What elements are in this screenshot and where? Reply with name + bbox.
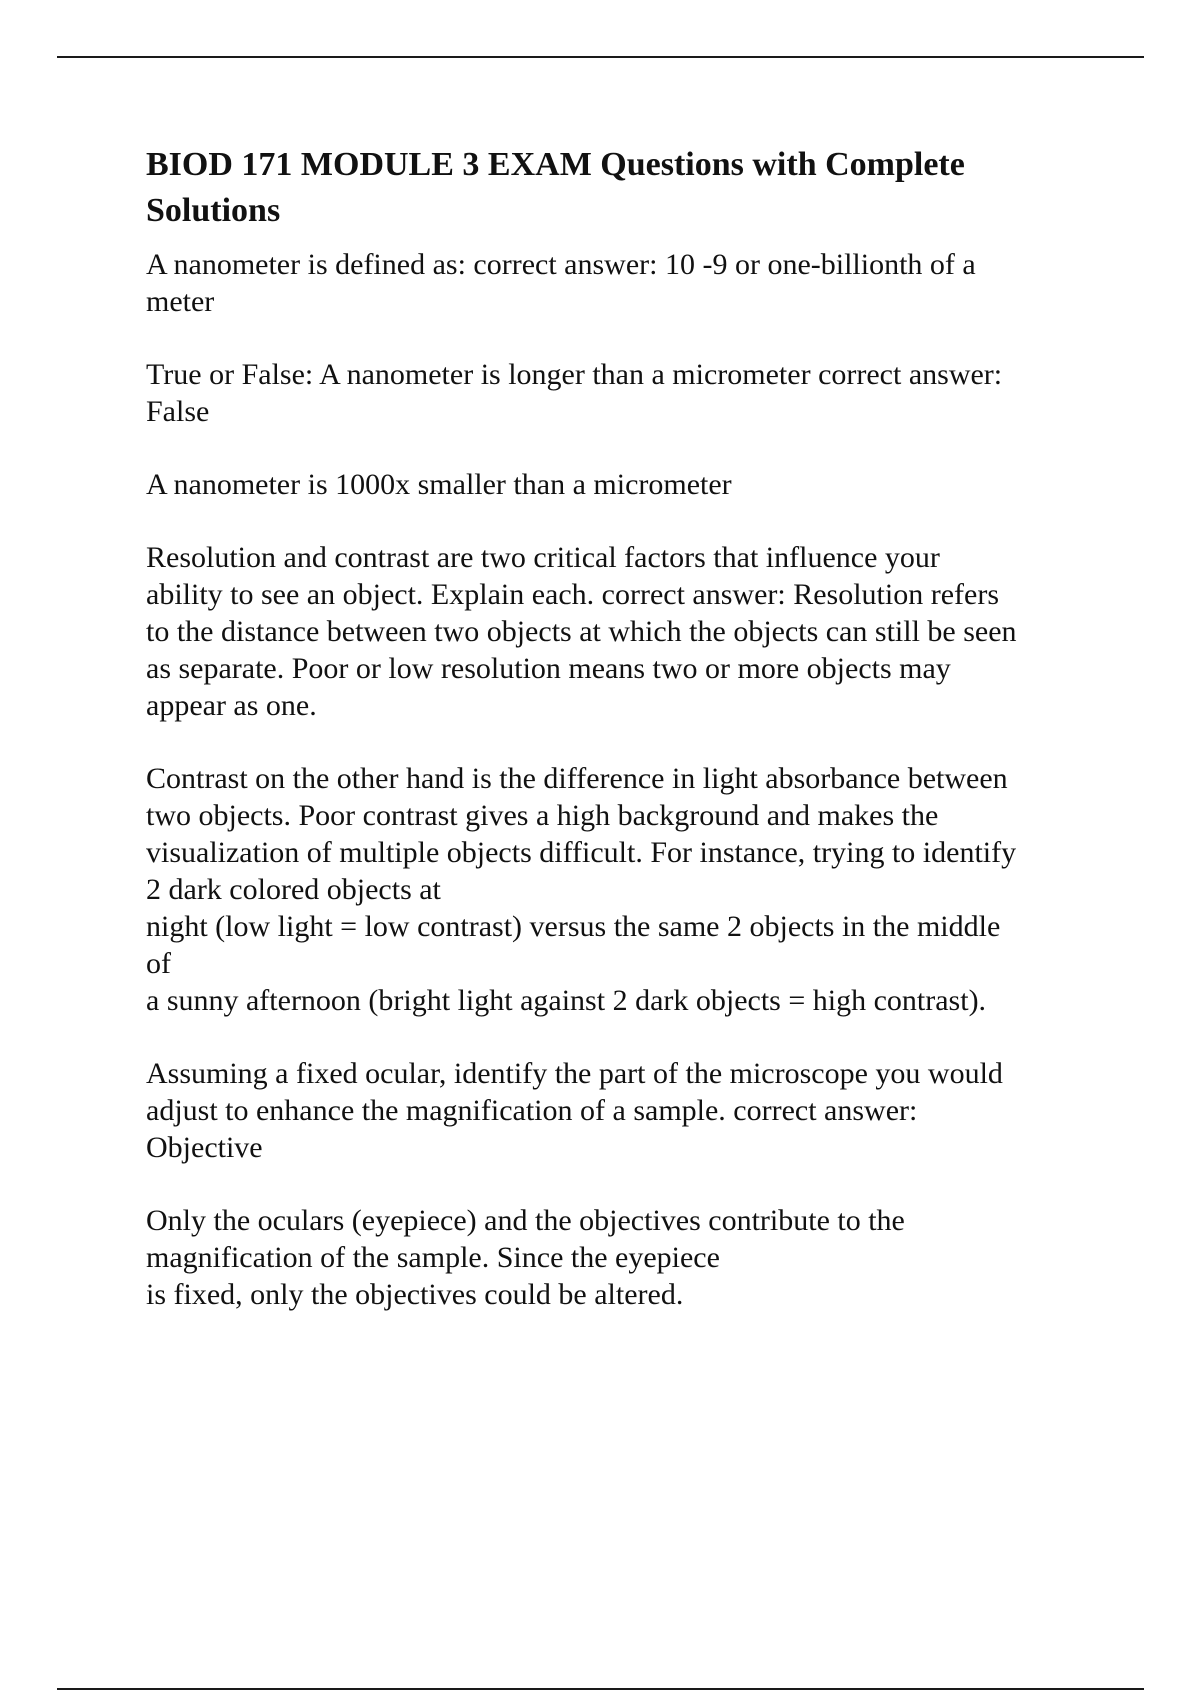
text-line: Resolution and contrast are two critical factors that influence your [146,541,940,574]
paragraph-resolution [146,539,1091,724]
paragraph-nanometer-definition [146,246,1091,320]
text-line: visualization of multiple objects difficult. For instance, trying to identify [146,836,1017,869]
bottom-divider [57,1688,1144,1690]
paragraph-contrast [146,760,1091,1019]
text-line: A nanometer is defined as: correct answer: 10 -9 or one-billionth of a [146,248,976,281]
document-title [146,142,1091,234]
text-line: False [146,395,210,428]
text-line: as separate. Poor or low resolution means two or more objects may [146,652,951,685]
text-line: appear as one. [146,689,317,722]
title-line: Solutions [146,192,281,229]
paragraph-true-false [146,356,1091,430]
text-line: Only the oculars (eyepiece) and the objectives contribute to the [146,1204,905,1237]
paragraph-microscope-question [146,1055,1091,1166]
text-line: A nanometer is 1000x smaller than a micrometer [146,468,732,501]
text-line: to the distance between two objects at which the objects can still be seen [146,615,1017,648]
text-line: True or False: A nanometer is longer than a micrometer correct answer: [146,358,1003,391]
text-line: magnification of the sample. Since the eyepiece [146,1241,720,1274]
paragraph-nanometer-comparison [146,466,1091,503]
text-line: two objects. Poor contrast gives a high background and makes the [146,799,939,832]
text-line: Contrast on the other hand is the difference in light absorbance between [146,762,1008,795]
text-line: meter [146,285,215,318]
text-line: ability to see an object. Explain each. correct answer: Resolution refers [146,578,1000,611]
text-line: is fixed, only the objectives could be altered. [146,1278,684,1311]
paragraph-magnification [146,1202,1091,1313]
text-line: a sunny afternoon (bright light against 2 dark objects = high contrast). [146,984,987,1017]
text-line: Objective [146,1131,263,1164]
text-line: Assuming a fixed ocular, identify the part of the microscope you would [146,1057,1003,1090]
title-line: BIOD 171 MODULE 3 EXAM Questions with Complete [146,146,965,183]
text-line: adjust to enhance the magnification of a sample. correct answer: [146,1094,918,1127]
top-divider [57,56,1144,58]
document-body [146,142,1091,1349]
text-line: of [146,947,171,980]
text-line: 2 dark colored objects at [146,873,441,906]
text-line: night (low light = low contrast) versus the same 2 objects in the middle [146,910,1001,943]
